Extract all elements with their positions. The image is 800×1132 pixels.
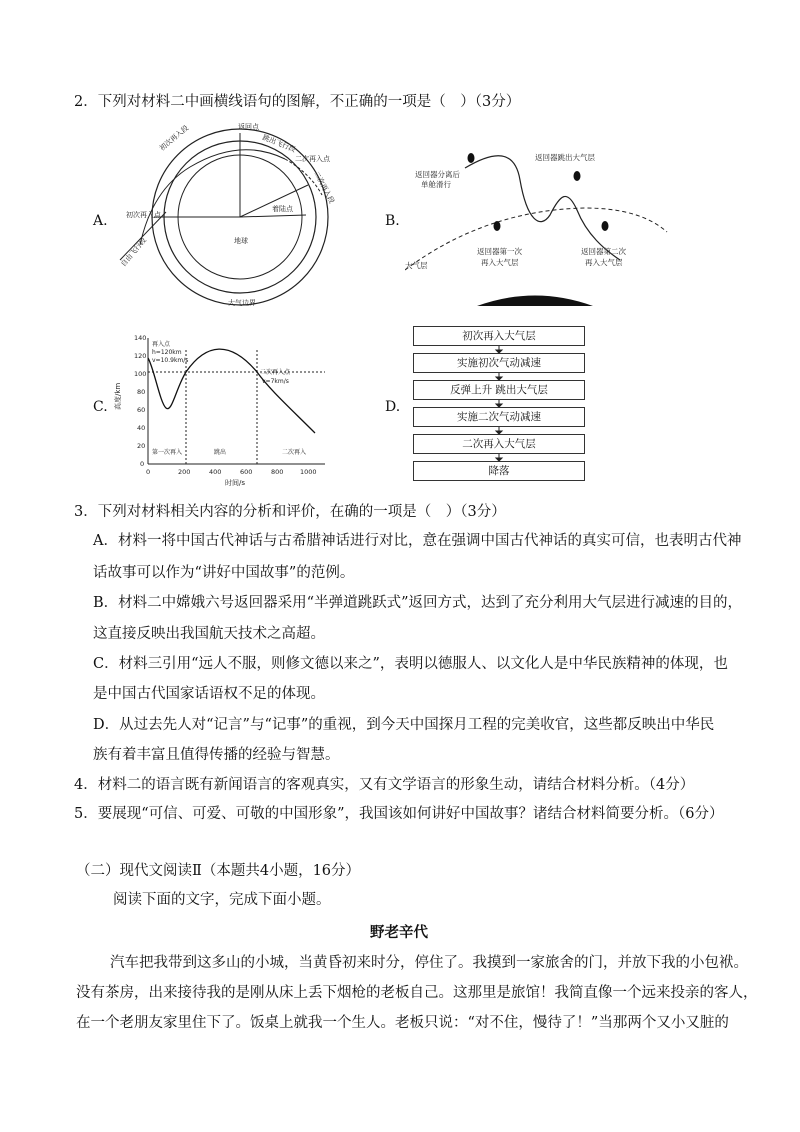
article-title: 野老辛代 xyxy=(370,924,428,941)
flow-step-2: 实施初次气动减速 xyxy=(413,353,585,373)
q3-option-c-line1: C．材料三引用“远人不服，则修文德以来之”，表明以德服人、以文化人是中华民族精神的体现，也 xyxy=(93,656,728,672)
flow-step-1: 初次再入大气层 xyxy=(413,326,585,346)
q3-option-a-line2: 话故事可以作为“讲好中国故事”的范例。 xyxy=(93,565,355,581)
option-d-label: D. xyxy=(385,399,401,415)
q3-option-b-line1: B．材料二中嫦娥六号返回器采用“半弹道跳跃式”返回方式，达到了充分利用大气层进行减速的目的， xyxy=(93,595,742,611)
svg-text:第一次再入: 第一次再入 xyxy=(152,449,183,456)
svg-text:二次再入: 二次再入 xyxy=(282,449,307,456)
question-3-stem: 3．下列对材料相关内容的分析和评价，在确的一项是（ ）（3分） xyxy=(74,504,506,520)
label-atmo-boundary: 大气边界 xyxy=(228,299,256,307)
svg-text:二次再入点: 二次再入点 xyxy=(260,369,291,376)
svg-text:v=10.9km/s: v=10.9km/s xyxy=(152,357,189,364)
label-exit-atmosphere: 返回器跳出大气层 xyxy=(535,153,595,162)
figure-d-flowchart xyxy=(413,326,585,486)
label-first-reentry-2: 再入大气层 xyxy=(481,258,519,267)
svg-text:v=7km/s: v=7km/s xyxy=(262,378,289,385)
svg-text:60: 60 xyxy=(137,406,146,414)
svg-text:800: 800 xyxy=(271,468,284,476)
flow-step-6: 降落 xyxy=(413,461,585,481)
label-return-point: 返回点 xyxy=(238,123,259,131)
q3-option-c-line2: 是中国古代国家话语权不足的体现。 xyxy=(93,686,325,702)
label-first-entry-seg: 初次再入段 xyxy=(158,123,191,153)
label-first-entry-point: 初次再入点 xyxy=(126,211,161,219)
svg-text:100: 100 xyxy=(134,370,147,378)
svg-text:跳出: 跳出 xyxy=(214,449,227,456)
option-a-label: A. xyxy=(93,213,108,229)
figure-c-altitude-chart xyxy=(110,328,340,488)
q3-option-d-line2: 族有着丰富且值得传播的经验与智慧。 xyxy=(93,747,340,763)
option-c-label: C. xyxy=(93,399,108,415)
svg-text:200: 200 xyxy=(178,468,191,476)
svg-text:0: 0 xyxy=(140,460,145,468)
label-free-seg: 自由飞行段 xyxy=(119,236,149,269)
question-5: 5．要展现“可信、可爱、可敬的中国形象”，我国该如何讲好中国故事？诸结合材料简要分析。（6分） xyxy=(74,806,724,822)
label-atmosphere: 大气层 xyxy=(405,261,428,270)
flow-step-3: 反弹上升 跳出大气层 xyxy=(413,380,585,400)
c-ylabel: 高度/km xyxy=(114,382,122,410)
svg-text:600: 600 xyxy=(240,468,253,476)
svg-text:1000: 1000 xyxy=(300,468,317,476)
svg-text:0: 0 xyxy=(146,468,151,476)
label-second-reentry-2: 再入大气层 xyxy=(585,258,623,267)
label-second-entry-seg: 二次再入段 xyxy=(312,170,336,205)
label-earth: 地球 xyxy=(234,237,248,245)
label-separation: 返回器分离后 xyxy=(415,170,460,179)
c-xlabel: 时间/s xyxy=(225,479,246,487)
q3-option-b-line2: 这直接反映出我国航天技术之高超。 xyxy=(93,626,325,642)
label-landing-point: 着陆点 xyxy=(272,205,293,213)
flow-step-5: 二次再入大气层 xyxy=(413,434,585,454)
q3-option-d-line1: D．从过去先人对“记言”与“记事”的重视，到今天中国探月工程的完美收官，这些都反映出中华民 xyxy=(93,717,715,733)
svg-text:再入点: 再入点 xyxy=(152,341,171,348)
svg-text:20: 20 xyxy=(137,442,146,450)
flow-arrows xyxy=(413,326,585,486)
question-4: 4．材料二的语言既有新闻语言的客观真实，又有文学语言的形象生动，请结合材料分析。（4分） xyxy=(74,777,695,793)
label-skip-flight: 跳出飞行段 xyxy=(261,133,297,154)
section-2-instruction: 阅读下面的文字，完成下面小题。 xyxy=(113,892,331,908)
label-second-entry-point: 二次再入点 xyxy=(295,155,330,163)
article-para1-line3: 在一个老朋友家里住下了。饭桌上就我一个生人。老板只说：“对不住，慢待了！”当那两个又小又脏的 xyxy=(76,1015,729,1031)
figure-b-trajectory-diagram xyxy=(405,140,670,310)
q3-option-a-line1: A．材料一将中国古代神话与古希腊神话进行对比，意在强调中国古代神话的真实可信，也表明古代神 xyxy=(93,533,742,549)
flow-step-4: 实施二次气动减速 xyxy=(413,407,585,427)
section-2-heading: （二）现代文阅读Ⅱ（本题共4小题，16分） xyxy=(76,863,361,879)
svg-text:80: 80 xyxy=(137,388,146,396)
article-para1-line1: 汽车把我带到这多山的小城，当黄昏初来时分，停住了。我摸到一家旅舍的门，并放下我的小包袱。 xyxy=(110,955,748,971)
label-second-reentry: 返回器第二次 xyxy=(581,247,626,256)
earth-shape xyxy=(477,296,593,307)
label-separation-2: 单舱滑行 xyxy=(421,180,451,189)
label-first-reentry: 返回器第一次 xyxy=(477,247,522,256)
article-para1-line2: 没有茶房，出来接待我的是刚从床上丢下烟枪的老板自己。这那里是旅馆！我简直像一个远来投亲的客人， xyxy=(76,985,758,1001)
figure-a-orbit-diagram xyxy=(110,115,360,310)
svg-text:140: 140 xyxy=(134,334,147,342)
option-b-label: B. xyxy=(385,213,400,229)
question-2-stem: 2．下列对材料二中画横线语句的图解，不正确的一项是（ ）（3分） xyxy=(74,94,521,110)
svg-text:400: 400 xyxy=(209,468,222,476)
svg-text:120: 120 xyxy=(134,352,147,360)
svg-text:40: 40 xyxy=(137,424,146,432)
svg-text:h=120km: h=120km xyxy=(152,349,182,356)
